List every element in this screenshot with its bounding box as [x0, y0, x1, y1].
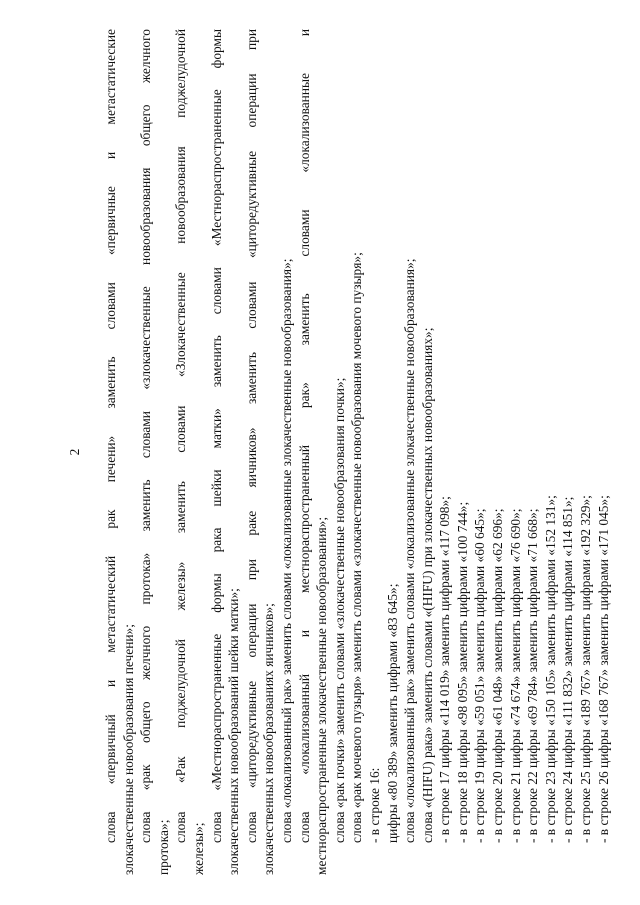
- text-line: - в строке 16:: [366, 767, 382, 843]
- text-line: - в строке 19 цифры «59 051» заменить цифрами «60 645»;: [472, 508, 488, 843]
- text-line: - в строке 26 цифры «168 767» заменить цифрами «171 045»;: [595, 495, 611, 843]
- text-line: цифры «80 389» заменить цифрами «83 645»;: [384, 583, 400, 843]
- text-line: слова «рак почки» заменить словами «злокачественные новообразования почки»;: [331, 377, 347, 843]
- text-line: слова «рак мочевого пузыря» заменить словами «злокачественные новообразования мочевого пузыря»;: [349, 252, 365, 843]
- text-line: - в строке 25 цифры «189 767» заменить цифрами «192 329»;: [578, 495, 594, 843]
- text-line: слова «локализованный и местнораспространенный рак» заменить словами «локализованные и: [296, 29, 312, 843]
- text-line: железы»;: [190, 822, 206, 875]
- text-line: слова «циторедуктивные операции при раке яичников» заменить словами «циторедуктивные операции при: [243, 29, 259, 843]
- text-line: - в строке 24 цифры «111 832» заменить цифрами «114 851»;: [560, 496, 576, 843]
- text-line: - в строке 18 цифры «98 095» заменить цифрами «100 744»;: [454, 501, 470, 843]
- text-line: злокачественных новообразований шейки матки»;: [226, 588, 242, 875]
- text-line: слова «(HIFU) рака» заменить словами «(HIFU) при злокачественных новообразованиях»;: [419, 327, 435, 843]
- text-line: злокачественные новообразования печени»;: [120, 624, 136, 875]
- text-line: - в строке 21 цифры «74 674» заменить цифрами «76 690»;: [507, 508, 523, 843]
- text-line: слова «первичный и метастатический рак печени» заменить словами «первичные и метастатические: [103, 29, 118, 843]
- text-line: - в строке 22 цифры «69 784» заменить цифрами «71 668»;: [525, 508, 541, 843]
- rotated-text-block: [64, 29, 611, 875]
- text-line: протока»;: [155, 819, 171, 875]
- text-line: - в строке 23 цифры «150 105» заменить цифрами «152 131»;: [542, 495, 558, 843]
- text-line: слова «Рак поджелудочной железы» заменить словами «Злокачественные новообразования поджелудочной: [173, 29, 189, 843]
- text-line: слова «рак общего желчного протока» заменить словами «злокачественные новообразования общего желчного: [138, 29, 154, 843]
- text-line: - в строке 20 цифры «61 048» заменить цифрами «62 696»;: [490, 508, 506, 843]
- text-line: слова «Местнораспространенные формы рака шейки матки» заменить словами «Местнораспространенные формы: [208, 29, 224, 843]
- text-line: слова «локализованный рак» заменить словами «локализованные злокачественные новообразования»;: [278, 258, 294, 843]
- text-line: - в строке 17 цифры «114 019» заменить цифрами «117 098»;: [437, 496, 453, 843]
- page-number: 2: [67, 448, 82, 456]
- document-body: [102, 29, 612, 875]
- text-line: слова «локализованный рак» заменить словами «локализованные злокачественные новообразования»;: [402, 258, 418, 843]
- text-line: злокачественных новообразованиях яичников»;: [261, 603, 277, 875]
- text-line: местнораспространенные злокачественные новообразования»;: [314, 516, 330, 875]
